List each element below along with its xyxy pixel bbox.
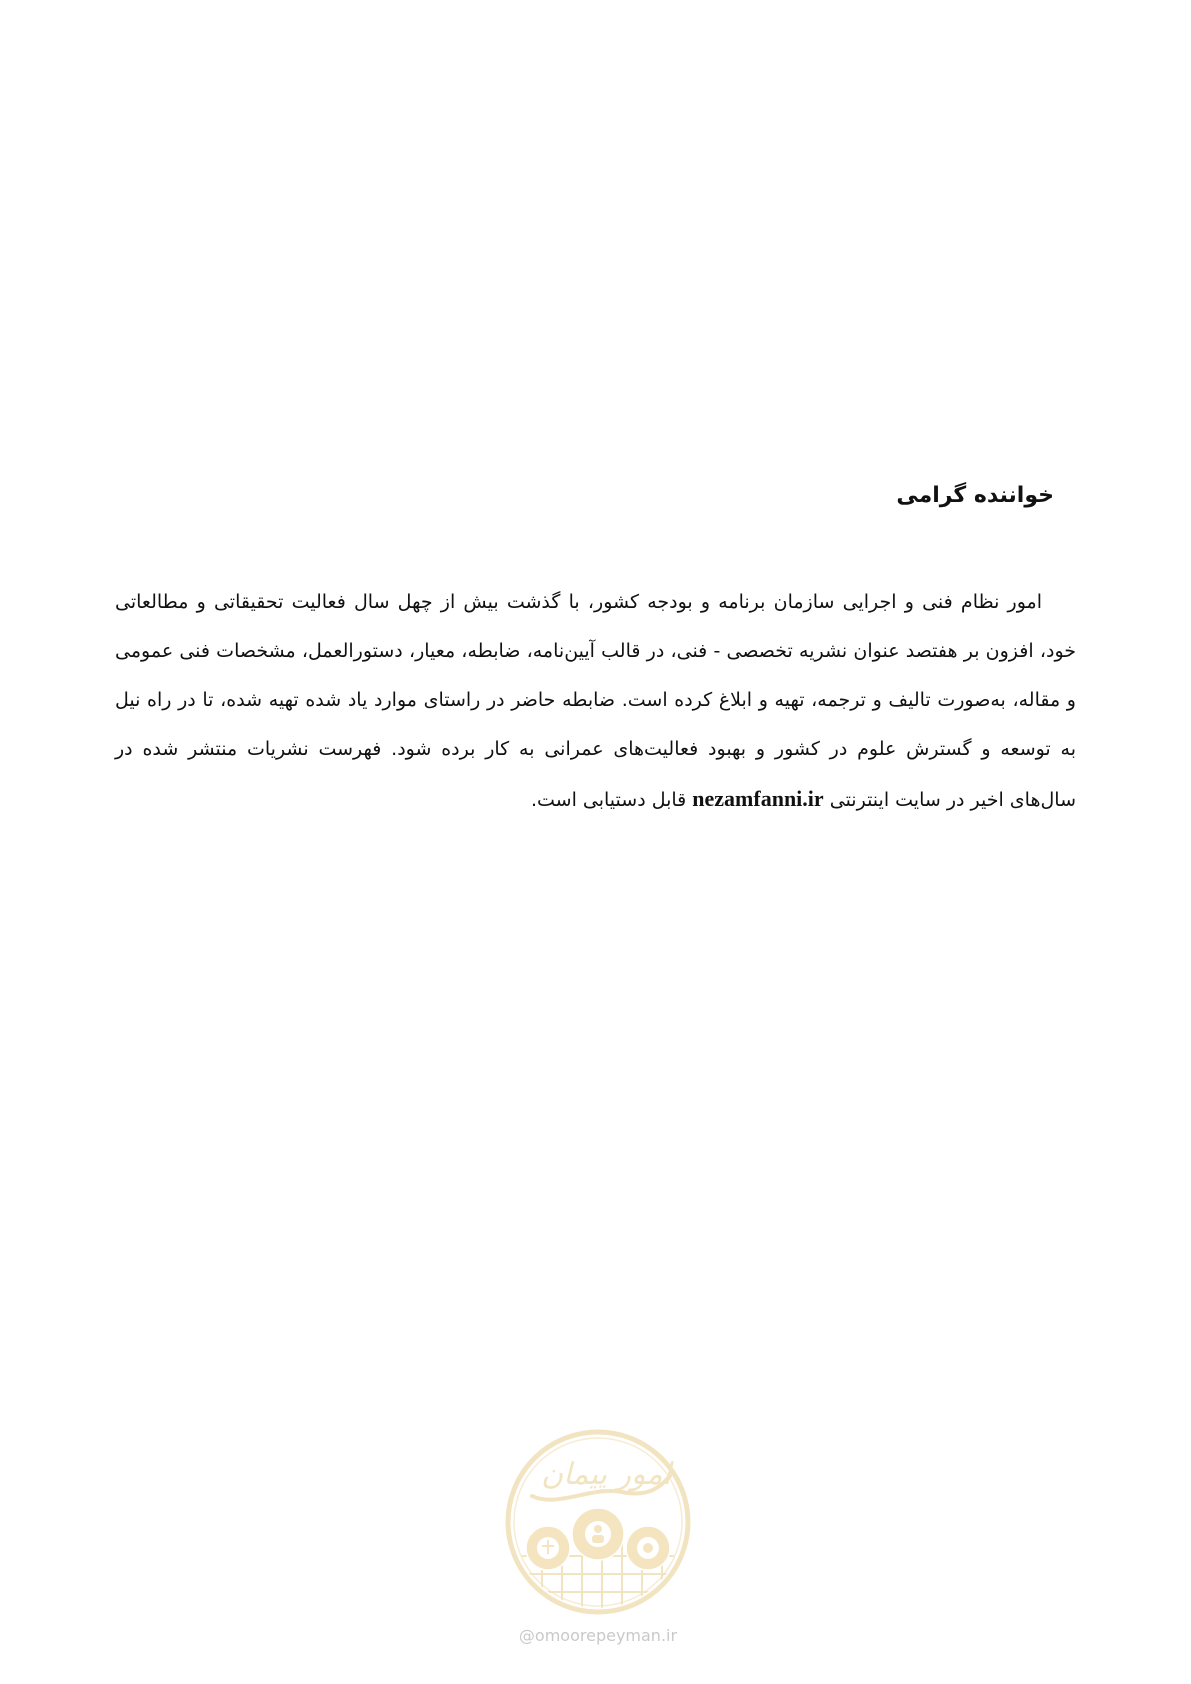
paragraph-text-end: قابل دستیابی است.: [530, 789, 687, 811]
watermark-caption: @omoorepeyman.ir: [518, 1626, 678, 1645]
document-heading: خواننده گرامی: [896, 483, 1054, 508]
document-paragraph: [115, 578, 1076, 825]
paragraph-text: امور نظام فنی و اجرایی سازمان برنامه و بودجه کشور، با گذشت بیش از چهل سال فعالیت تحقیقاتی و مطالعاتی خود، افزون بر هفتصد عنوان نشریه تخصصی - فنی، در قالب آیین‌نامه، ضابطه، معیار، دستورالعمل، مشخصات فنی عمومی و مقاله، به‌صورت تالیف و ترجمه، تهیه و ابلاغ کرده است. ضابطه حاضر در راستای موارد یاد شده تهیه شده، تا در راه نیل به توسعه و گسترش علوم در کشور و بهبود فعالیت‌های عمرانی به کار برده شود. فهرست نشریات منتشر شده در سال‌های اخیر در سایت اینترنتی: [115, 591, 1076, 811]
website-link[interactable]: nezamfanni.ir: [692, 786, 824, 811]
watermark-logo-text: امور پیمان: [541, 1457, 671, 1492]
omoore-peyman-logo-icon: [502, 1426, 694, 1618]
